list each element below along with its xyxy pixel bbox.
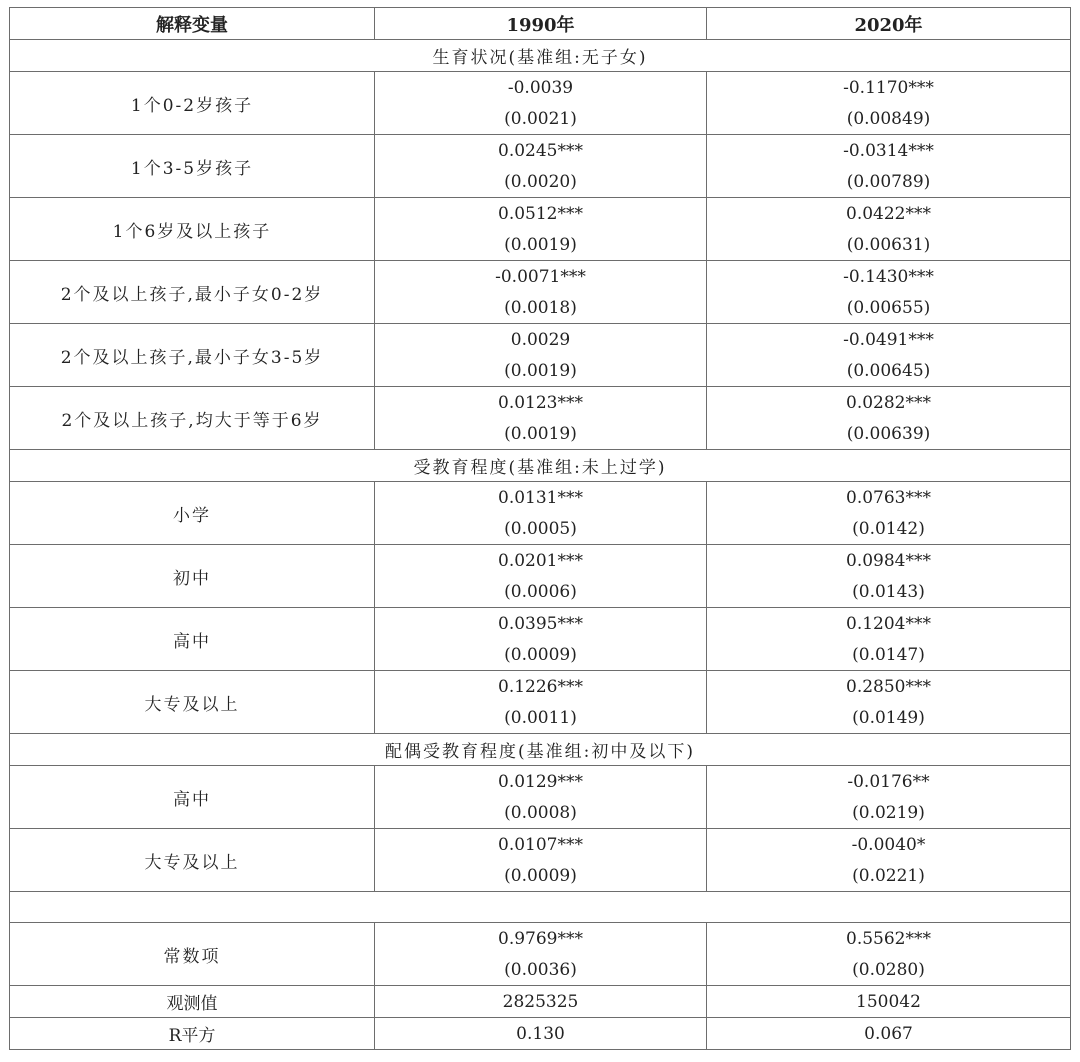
variable-label: 高中 xyxy=(10,608,375,671)
coef-1990: 0.0245*** xyxy=(375,135,707,167)
coef-1990: -0.0039 xyxy=(375,72,707,104)
regression-table xyxy=(9,7,1071,1050)
coef-1990: 0.0512*** xyxy=(375,198,707,230)
header-variable: 解释变量 xyxy=(10,8,375,40)
se-1990: (0.0008) xyxy=(375,797,707,829)
table-row xyxy=(10,829,1071,861)
variable-label: R平方 xyxy=(10,1018,375,1050)
table-row xyxy=(10,482,1071,514)
variable-label: 常数项 xyxy=(10,923,375,986)
blank-row xyxy=(10,892,1071,923)
coef-2020: 0.5562*** xyxy=(707,923,1071,955)
header-row xyxy=(10,8,1071,40)
variable-label: 1个6岁及以上孩子 xyxy=(10,198,375,261)
se-2020: (0.00631) xyxy=(707,229,1071,261)
coef-1990: 0.0129*** xyxy=(375,766,707,798)
se-2020: (0.0142) xyxy=(707,513,1071,545)
table-row xyxy=(10,1018,1071,1050)
se-2020: (0.00639) xyxy=(707,418,1071,450)
coef-1990: 0.0131*** xyxy=(375,482,707,514)
coef-1990: 0.0123*** xyxy=(375,387,707,419)
variable-label: 大专及以上 xyxy=(10,829,375,892)
coef-2020: -0.0314*** xyxy=(707,135,1071,167)
se-1990: (0.0009) xyxy=(375,639,707,671)
se-2020: (0.0149) xyxy=(707,702,1071,734)
coef-2020: -0.1170*** xyxy=(707,72,1071,104)
variable-label: 小学 xyxy=(10,482,375,545)
se-1990: (0.0011) xyxy=(375,702,707,734)
variable-label: 大专及以上 xyxy=(10,671,375,734)
se-2020: (0.00655) xyxy=(707,292,1071,324)
se-1990: (0.0019) xyxy=(375,418,707,450)
coef-2020: 0.0763*** xyxy=(707,482,1071,514)
table-row xyxy=(10,545,1071,577)
variable-label: 初中 xyxy=(10,545,375,608)
section-row xyxy=(10,450,1071,482)
coef-2020: -0.0176** xyxy=(707,766,1071,798)
variable-label: 2个及以上孩子,均大于等于6岁 xyxy=(10,387,375,450)
variable-label: 高中 xyxy=(10,766,375,829)
observations-2020: 150042 xyxy=(707,986,1071,1018)
coef-1990: 0.0201*** xyxy=(375,545,707,577)
table-row xyxy=(10,766,1071,798)
table-row xyxy=(10,387,1071,419)
section-row xyxy=(10,734,1071,766)
section-education: 受教育程度(基准组:未上过学) xyxy=(10,450,1071,482)
observations-1990: 2825325 xyxy=(375,986,707,1018)
variable-label: 观测值 xyxy=(10,986,375,1018)
variable-label: 2个及以上孩子,最小子女0-2岁 xyxy=(10,261,375,324)
se-2020: (0.0147) xyxy=(707,639,1071,671)
section-spouse-education: 配偶受教育程度(基准组:初中及以下) xyxy=(10,734,1071,766)
table-row xyxy=(10,261,1071,293)
variable-label: 2个及以上孩子,最小子女3-5岁 xyxy=(10,324,375,387)
coef-1990: 0.0029 xyxy=(375,324,707,356)
coef-2020: 0.0282*** xyxy=(707,387,1071,419)
se-2020: (0.0219) xyxy=(707,797,1071,829)
coef-1990: 0.9769*** xyxy=(375,923,707,955)
se-2020: (0.00789) xyxy=(707,166,1071,198)
coef-2020: 0.2850*** xyxy=(707,671,1071,703)
table-row xyxy=(10,923,1071,955)
se-1990: (0.0020) xyxy=(375,166,707,198)
variable-label: 1个0-2岁孩子 xyxy=(10,72,375,135)
coef-1990: 0.0107*** xyxy=(375,829,707,861)
se-2020: (0.0221) xyxy=(707,860,1071,892)
coef-2020: -0.0491*** xyxy=(707,324,1071,356)
section-row xyxy=(10,40,1071,72)
table-row xyxy=(10,986,1071,1018)
se-1990: (0.0019) xyxy=(375,355,707,387)
section-fertility: 生育状况(基准组:无子女) xyxy=(10,40,1071,72)
se-2020: (0.00645) xyxy=(707,355,1071,387)
coef-2020: 0.0422*** xyxy=(707,198,1071,230)
se-2020: (0.0143) xyxy=(707,576,1071,608)
table-row xyxy=(10,135,1071,167)
se-2020: (0.0280) xyxy=(707,954,1071,986)
table-row xyxy=(10,608,1071,640)
coef-2020: 0.1204*** xyxy=(707,608,1071,640)
coef-1990: 0.1226*** xyxy=(375,671,707,703)
variable-label: 1个3-5岁孩子 xyxy=(10,135,375,198)
table-row xyxy=(10,198,1071,230)
coef-2020: -0.1430*** xyxy=(707,261,1071,293)
header-2020: 2020年 xyxy=(707,8,1071,40)
se-1990: (0.0006) xyxy=(375,576,707,608)
se-1990: (0.0009) xyxy=(375,860,707,892)
coef-2020: 0.0984*** xyxy=(707,545,1071,577)
blank-cell xyxy=(10,892,1071,923)
se-2020: (0.00849) xyxy=(707,103,1071,135)
se-1990: (0.0036) xyxy=(375,954,707,986)
se-1990: (0.0019) xyxy=(375,229,707,261)
table-row xyxy=(10,671,1071,703)
se-1990: (0.0021) xyxy=(375,103,707,135)
table-row xyxy=(10,72,1071,104)
r-squared-2020: 0.067 xyxy=(707,1018,1071,1050)
se-1990: (0.0018) xyxy=(375,292,707,324)
coef-1990: -0.0071*** xyxy=(375,261,707,293)
table-row xyxy=(10,324,1071,356)
se-1990: (0.0005) xyxy=(375,513,707,545)
r-squared-1990: 0.130 xyxy=(375,1018,707,1050)
header-1990: 1990年 xyxy=(375,8,707,40)
coef-2020: -0.0040* xyxy=(707,829,1071,861)
coef-1990: 0.0395*** xyxy=(375,608,707,640)
